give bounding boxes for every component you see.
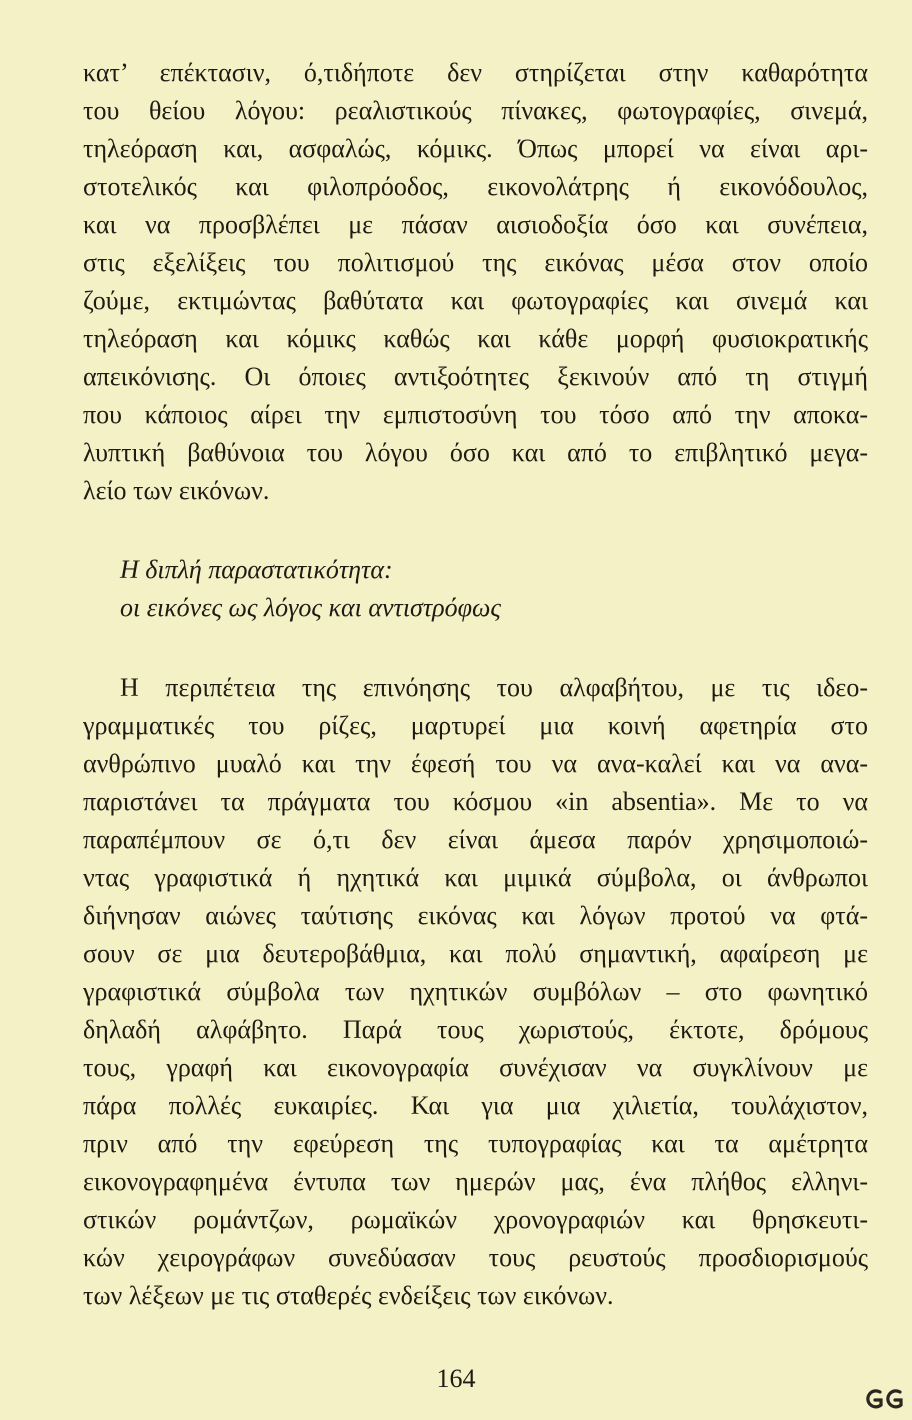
text-line: δηλαδή αλφάβητο. Παρά τους χωριστούς, έκτοτε, δρόμους: [83, 1015, 868, 1044]
text-line: πριν από την εφεύρεση της τυπογραφίας και τα αμέτρητα: [83, 1129, 868, 1158]
text-line: απεικόνισης. Οι όποιες αντιξοότητες ξεκινούν από τη στιγμή: [83, 362, 868, 391]
text-line: παραπέμπουν σε ό,τι δεν είναι άμεσα παρόν χρησιμοποιώ-: [83, 825, 868, 854]
text-line: τηλεόραση και, ασφαλώς, κόμικς. Όπως μπορεί να είναι αρι-: [83, 134, 868, 163]
text-line: ζούμε, εκτιμώντας βαθύτατα και φωτογραφίες και σινεμά και: [83, 286, 868, 315]
text-line: παριστάνει τα πράγματα του κόσμου «in absentia». Με το να: [83, 787, 868, 816]
text-line: ντας γραφιστικά ή ηχητικά και μιμικά σύμβολα, οι άνθρωποι: [83, 863, 868, 892]
text-line: Η περιπέτεια της επινόησης του αλφαβήτου, με τις ιδεο-: [120, 673, 868, 702]
text-line: κατ’ επέκτασιν, ό,τιδήποτε δεν στηρίζεται στην καθαρότητα: [83, 58, 868, 87]
text-line: λυπτική βαθύνοια του λόγου όσο και από το επιβλητικό μεγα-: [83, 438, 868, 467]
heading-line-1: Η διπλή παραστατικότητα:: [120, 555, 393, 584]
gg-logo-icon: [863, 1386, 905, 1412]
text-line: στις εξελίξεις του πολιτισμού της εικόνας μέσα στον οποίο: [83, 248, 868, 277]
text-line: γραμματικές του ρίζες, μαρτυρεί μια κοινή αφετηρία στο: [83, 711, 868, 740]
text-line: και να προσβλέπει με πάσαν αισιοδοξία όσο και συνέπεια,: [83, 210, 868, 239]
text-line: λείο των εικόνων.: [83, 476, 270, 505]
text-line: διήνησαν αιώνες ταύτισης εικόνας και λόγων προτού να φτά-: [83, 901, 868, 930]
text-line: τηλεόραση και κόμικς καθώς και κάθε μορφή φυσιοκρατικής: [83, 324, 868, 353]
text-line: σουν σε μια δευτεροβάθμια, και πολύ σημαντική, αφαίρεση με: [83, 939, 868, 968]
text-line: γραφιστικά σύμβολα των ηχητικών συμβόλων – στο φωνητικό: [83, 977, 868, 1006]
text-line: πάρα πολλές ευκαιρίες. Και για μια χιλιετία, τουλάχιστον,: [83, 1091, 868, 1120]
text-line: στοτελικός και φιλοπρόοδος, εικονολάτρης ή εικονόδουλος,: [83, 172, 868, 201]
text-line: τους, γραφή και εικονογραφία συνέχισαν να συγκλίνουν με: [83, 1053, 868, 1082]
page-number: 164: [436, 1364, 476, 1393]
text-line: στικών ρομάντζων, ρωμαϊκών χρονογραφιών και θρησκευτι-: [83, 1205, 868, 1234]
text-line: ανθρώπινο μυαλό και την έφεσή του να ανα-καλεί και να ανα-: [83, 749, 868, 778]
text-line: κών χειρογράφων συνεδύασαν τους ρευστούς προσδιορισμούς: [83, 1243, 868, 1272]
text-line: που κάποιος αίρει την εμπιστοσύνη του τόσο από την αποκα-: [83, 400, 868, 429]
text-line: εικονογραφημένα έντυπα των ημερών μας, ένα πλήθος ελληνι-: [83, 1167, 868, 1196]
text-line: των λέξεων με τις σταθερές ενδείξεις των εικόνων.: [83, 1281, 614, 1310]
heading-line-2: οι εικόνες ως λόγος και αντιστρόφως: [120, 593, 501, 622]
text-line: του θείου λόγου: ρεαλιστικούς πίνακες, φωτογραφίες, σινεμά,: [83, 96, 868, 125]
